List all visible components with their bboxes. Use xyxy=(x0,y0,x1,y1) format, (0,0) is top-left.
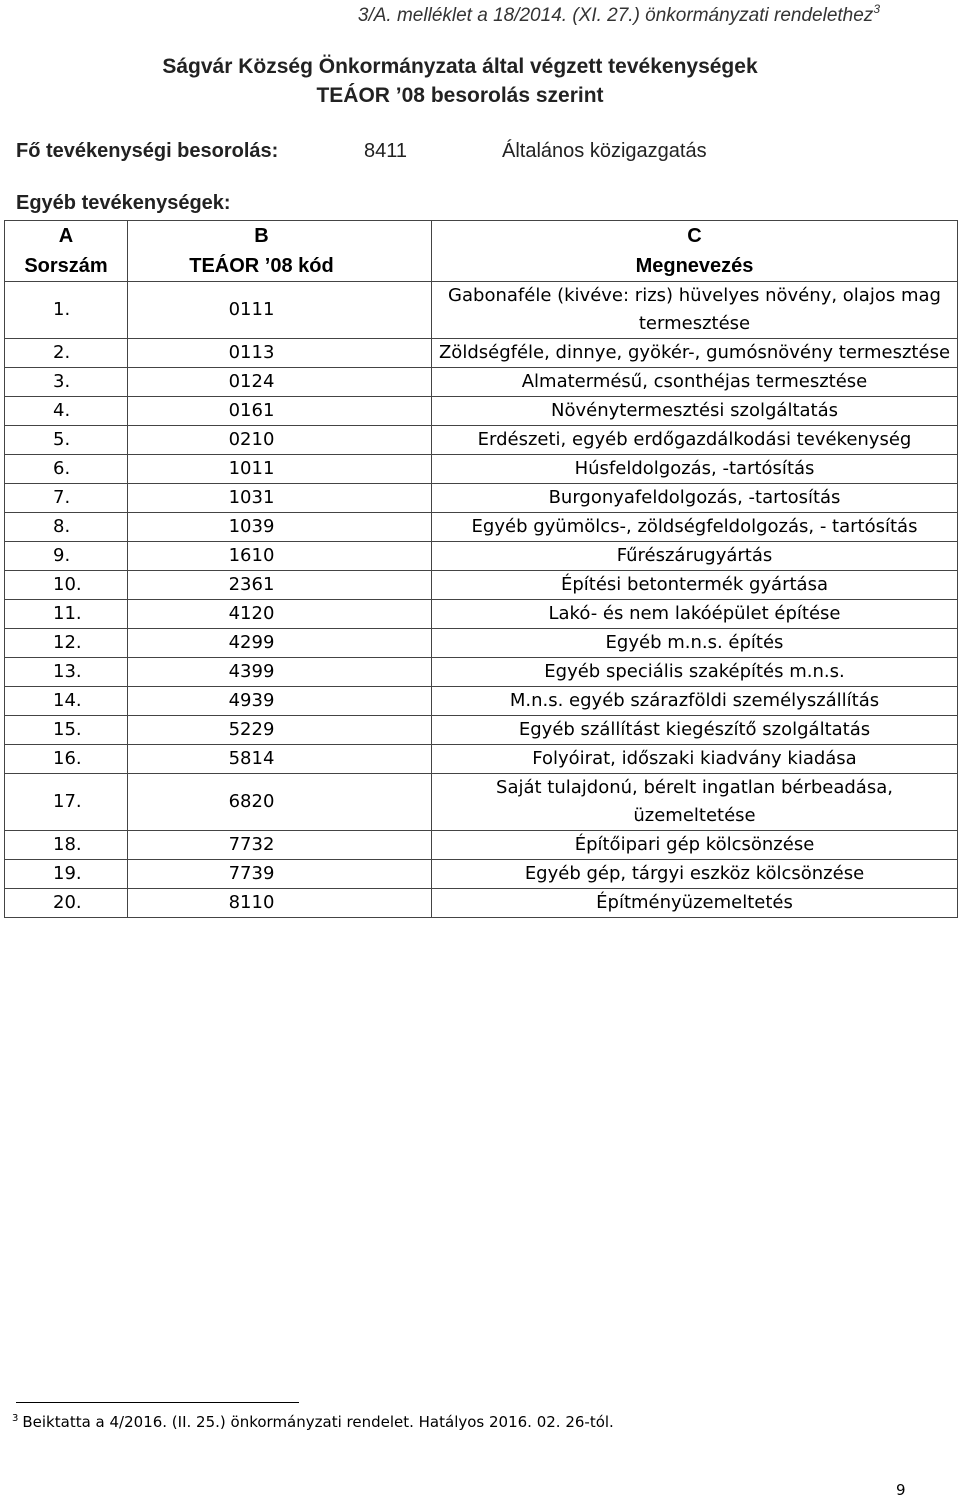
table-row xyxy=(5,716,958,745)
row-number-text: 20. xyxy=(53,892,82,913)
table-row xyxy=(5,600,958,629)
row-number xyxy=(5,513,128,542)
activity-name: Folyóirat, időszaki kiadvány kiadása xyxy=(432,745,958,774)
main-activity-code: 8411 xyxy=(364,140,408,162)
row-number xyxy=(5,426,128,455)
activity-name: Növénytermesztési szolgáltatás xyxy=(432,397,958,426)
row-number-text: 16. xyxy=(53,748,82,769)
activity-name: Építőipari gép kölcsönzése xyxy=(432,831,958,860)
teaor-code: 0111 xyxy=(128,282,432,339)
activity-name: Egyéb szállítást kiegészítő szolgáltatás xyxy=(432,716,958,745)
other-activities-label: Egyéb tevékenységek: xyxy=(16,192,231,214)
document-title: Ságvár Község Önkormányzata által végzett tevékenységek xyxy=(162,55,758,78)
table-row xyxy=(5,889,958,918)
row-number xyxy=(5,687,128,716)
row-number xyxy=(5,745,128,774)
row-number-text: 15. xyxy=(53,719,82,740)
teaor-code: 0113 xyxy=(128,339,432,368)
table-row xyxy=(5,629,958,658)
teaor-code: 4399 xyxy=(128,658,432,687)
document-subtitle: TEÁOR ’08 besorolás szerint xyxy=(316,84,604,107)
activity-name: Lakó- és nem lakóépület építése xyxy=(432,600,958,629)
row-number-text: 4. xyxy=(53,400,71,421)
teaor-code: 1031 xyxy=(128,484,432,513)
teaor-code: 5814 xyxy=(128,745,432,774)
row-number-text: 14. xyxy=(53,690,82,711)
teaor-code: 8110 xyxy=(128,889,432,918)
row-number-text: 5. xyxy=(53,429,71,450)
teaor-code: 1011 xyxy=(128,455,432,484)
activity-name: M.n.s. egyéb szárazföldi személyszállítás xyxy=(432,687,958,716)
table-row xyxy=(5,542,958,571)
row-number xyxy=(5,658,128,687)
teaor-code: 2361 xyxy=(128,571,432,600)
footnote-marker: 3 xyxy=(873,2,880,16)
row-number-text: 10. xyxy=(53,574,82,595)
row-number xyxy=(5,629,128,658)
table-row xyxy=(5,860,958,889)
row-number-text: 18. xyxy=(53,834,82,855)
row-number xyxy=(5,774,128,831)
row-number-text: 13. xyxy=(53,661,82,682)
teaor-code: 4939 xyxy=(128,687,432,716)
row-number xyxy=(5,600,128,629)
table-row xyxy=(5,745,958,774)
footnote xyxy=(12,1413,614,1431)
row-number xyxy=(5,455,128,484)
row-number-text: 8. xyxy=(53,516,71,537)
activity-name: Egyéb gép, tárgyi eszköz kölcsönzése xyxy=(432,860,958,889)
row-number xyxy=(5,571,128,600)
teaor-code: 0161 xyxy=(128,397,432,426)
table-row xyxy=(5,339,958,368)
teaor-code: 0210 xyxy=(128,426,432,455)
row-number xyxy=(5,716,128,745)
teaor-code: 6820 xyxy=(128,774,432,831)
activity-name: Gabonaféle (kivéve: rizs) hüvelyes növény, olajos mag termesztése xyxy=(432,282,958,339)
table-row xyxy=(5,571,958,600)
activity-name: Burgonyafeldolgozás, -tartosítás xyxy=(432,484,958,513)
main-activity-label: Fő tevékenységi besorolás: xyxy=(16,140,279,162)
teaor-code: 7739 xyxy=(128,860,432,889)
activity-name: Fűrészárugyártás xyxy=(432,542,958,571)
activity-name: Egyéb speciális szaképítés m.n.s. xyxy=(432,658,958,687)
row-number xyxy=(5,368,128,397)
activity-name: Zöldségféle, dinnye, gyökér-, gumósnövény termesztése xyxy=(432,339,958,368)
row-number xyxy=(5,484,128,513)
main-activity xyxy=(16,140,936,166)
annex-reference xyxy=(358,2,880,27)
teaor-code: 4120 xyxy=(128,600,432,629)
activity-name: Erdészeti, egyéb erdőgazdálkodási tevékenység xyxy=(432,426,958,455)
row-number-text: 17. xyxy=(53,791,82,812)
activity-name: Húsfeldolgozás, -tartósítás xyxy=(432,455,958,484)
annex-text: 3/A. melléklet a 18/2014. (XI. 27.) önkormányzati rendelethez xyxy=(357,5,874,26)
row-number xyxy=(5,542,128,571)
table-row xyxy=(5,687,958,716)
activity-name: Almatermésű, csonthéjas termesztése xyxy=(432,368,958,397)
table-row xyxy=(5,282,958,339)
table-header-row xyxy=(5,221,958,282)
teaor-code: 4299 xyxy=(128,629,432,658)
row-number-text: 12. xyxy=(53,632,82,653)
teaor-code: 5229 xyxy=(128,716,432,745)
column-header-c: C Megnevezés xyxy=(432,221,958,282)
activity-name: Egyéb m.n.s. építés xyxy=(432,629,958,658)
activities-table xyxy=(4,220,958,918)
table-row xyxy=(5,484,958,513)
activity-name: Építményüzemeltetés xyxy=(432,889,958,918)
row-number xyxy=(5,831,128,860)
footnote-text: Beiktatta a 4/2016. (II. 25.) önkormányzati rendelet. Hatályos 2016. 02. 26-tól. xyxy=(22,1413,614,1431)
table-row xyxy=(5,831,958,860)
footnote-divider xyxy=(16,1402,299,1403)
table-row xyxy=(5,368,958,397)
teaor-code: 7732 xyxy=(128,831,432,860)
footnote-number: 3 xyxy=(12,1413,19,1424)
table-row xyxy=(5,774,958,831)
page-number: 9 xyxy=(896,1481,906,1499)
column-header-a: A Sorszám xyxy=(5,221,128,282)
row-number xyxy=(5,860,128,889)
activity-name: Építési betontermék gyártása xyxy=(432,571,958,600)
row-number-text: 7. xyxy=(53,487,71,508)
table-row xyxy=(5,426,958,455)
table-row xyxy=(5,513,958,542)
teaor-code: 1610 xyxy=(128,542,432,571)
row-number xyxy=(5,889,128,918)
row-number-text: 6. xyxy=(53,458,71,479)
row-number-text: 11. xyxy=(53,603,82,624)
column-header-b: B TEÁOR ’08 kód xyxy=(128,221,432,282)
row-number xyxy=(5,397,128,426)
row-number-text: 19. xyxy=(53,863,82,884)
activity-name: Egyéb gyümölcs-, zöldségfeldolgozás, - tartósítás xyxy=(432,513,958,542)
row-number xyxy=(5,282,128,339)
teaor-code: 0124 xyxy=(128,368,432,397)
row-number xyxy=(5,339,128,368)
row-number-text: 9. xyxy=(53,545,71,566)
main-activity-name: Általános közigazgatás xyxy=(502,140,707,162)
table-row xyxy=(5,397,958,426)
activity-name: Saját tulajdonú, bérelt ingatlan bérbeadása, üzemeltetése xyxy=(432,774,958,831)
table-row xyxy=(5,455,958,484)
teaor-code: 1039 xyxy=(128,513,432,542)
table-row xyxy=(5,658,958,687)
row-number-text: 1. xyxy=(53,299,71,320)
row-number-text: 3. xyxy=(53,371,71,392)
row-number-text: 2. xyxy=(53,342,71,363)
